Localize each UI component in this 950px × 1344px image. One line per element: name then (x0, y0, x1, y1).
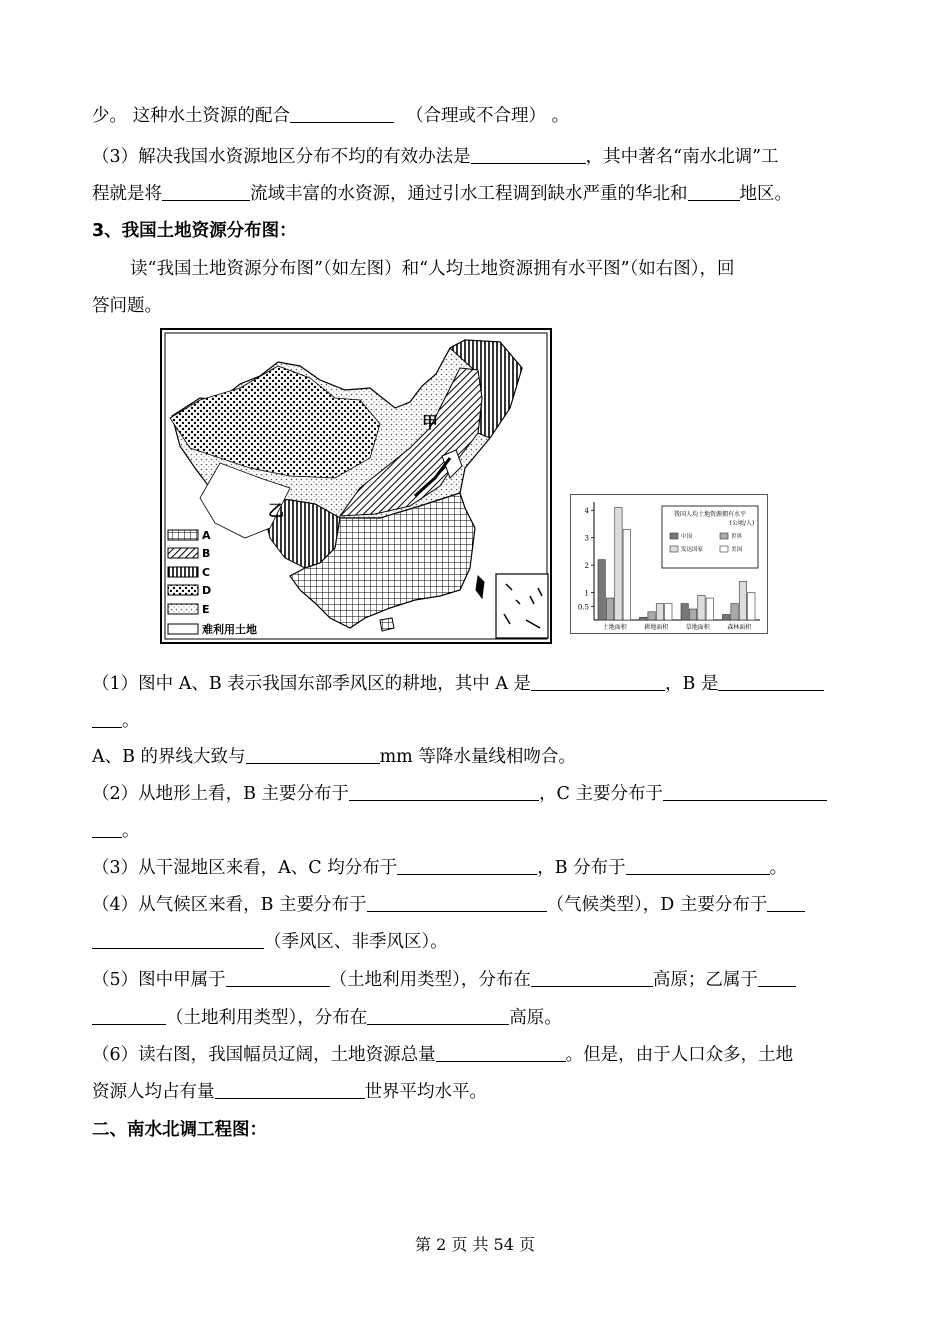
answer-blank[interactable] (92, 709, 122, 728)
question-5-line-b: （土地利用类型），分布在 高原。 (92, 1006, 562, 1030)
land-resource-map (160, 328, 552, 644)
chart-legend-label: 世界 (731, 534, 743, 540)
legend-swatch-e (168, 604, 198, 614)
answer-blank[interactable] (215, 1080, 365, 1099)
chart-title: 我国人均土地资源拥有水平 (673, 511, 747, 518)
chart-bar (731, 604, 738, 620)
text-line-1: 少。 这种水土资源的配合 （合理或不合理） 。 (92, 106, 570, 126)
legend-label: A (202, 529, 211, 542)
answer-blank[interactable] (663, 782, 827, 801)
question-4-line-b: （季风区、非季风区）。 (92, 930, 448, 954)
answer-blank[interactable] (92, 930, 264, 949)
answer-blank[interactable] (367, 1006, 509, 1025)
chart-bar (689, 609, 696, 620)
chart-bar (706, 598, 713, 620)
answer-blank[interactable] (162, 182, 250, 201)
intro-line-1: 读“我国土地资源分布图”（如左图）和“人均土地资源拥有水平图”（如右图），回 (130, 259, 735, 279)
chart-x-tick-label: 土地面积 (602, 624, 627, 631)
chart-legend-label: 美国 (731, 547, 743, 553)
question-1-line-a: （1）图中 A、B 表示我国东部季风区的耕地，其中 A 是 ，B 是 (92, 672, 824, 696)
chart-x-tick-label: 草地面积 (685, 624, 710, 631)
chart-x-tick-label: 耕地面积 (644, 624, 669, 631)
chart-bar (681, 604, 688, 620)
answer-blank[interactable] (626, 856, 770, 875)
map-label-jia: 甲 (422, 413, 439, 432)
intro-line-2: 答问题。 (92, 296, 162, 316)
text-line-2: （3）解决我国水资源地区分布不均的有效办法是 ，其中著名“南水北调”工 (92, 147, 779, 167)
answer-blank[interactable] (246, 745, 380, 764)
legend-label: E (202, 603, 210, 616)
answer-blank[interactable] (471, 145, 586, 164)
answer-blank[interactable] (92, 819, 122, 838)
legend-label: B (202, 547, 211, 560)
legend-swatch-b (168, 548, 198, 558)
answer-blank[interactable] (531, 968, 653, 987)
chart-bar (606, 598, 613, 620)
legend-swatch-unusable (168, 624, 198, 634)
chart-bar (698, 595, 705, 620)
chart-y-tick-label: 2 (584, 562, 589, 571)
chart-legend-swatch (670, 533, 678, 539)
per-capita-land-chart (570, 494, 768, 634)
chart-bar (615, 507, 622, 620)
chart-legend-swatch (670, 546, 678, 552)
answer-blank[interactable] (226, 968, 330, 987)
chart-y-tick-label: 0.5 (577, 603, 589, 612)
chart-legend-label: 中国 (681, 534, 693, 540)
chart-bar (723, 615, 730, 620)
question-6-line-b: 资源人均占有量 世界平均水平。 (92, 1082, 487, 1102)
legend-swatch-a (168, 530, 198, 540)
legend-label: C (202, 566, 211, 579)
answer-blank[interactable] (758, 968, 796, 987)
chart-legend-swatch (720, 533, 728, 539)
answer-blank[interactable] (92, 1006, 166, 1025)
map-label-yi: 乙 (268, 501, 285, 520)
question-1-line-b: 。 (92, 709, 140, 733)
chart-bar (640, 617, 647, 620)
text-line-3: 程就是将 流域丰富的水资源，通过引水工程调到缺水严重的华北和 地区。 (92, 184, 792, 204)
answer-blank[interactable] (367, 893, 547, 912)
question-1-line-c: A、B 的界线大致与 mm 等降水量线相吻合。 (92, 747, 576, 767)
answer-blank[interactable] (349, 782, 539, 801)
legend-swatch-d (168, 585, 198, 595)
chart-bar (665, 604, 672, 620)
answer-blank[interactable] (531, 672, 665, 691)
legend-label: 难利用土地 (202, 623, 257, 636)
question-5-line-a: （5）图中甲属于 （土地利用类型），分布在 高原；乙属于 (92, 968, 796, 992)
answer-blank[interactable] (290, 104, 394, 123)
question-2-line-b: 。 (92, 819, 140, 843)
chart-bar (598, 560, 605, 620)
question-3-line: （3）从干湿地区来看，A、C 均分布于 ，B 分布于 。 (92, 858, 788, 878)
question-2-line-a: （2）从地形上看，B 主要分布于 ，C 主要分布于 (92, 782, 827, 806)
answer-blank[interactable] (718, 672, 824, 691)
chart-legend-swatch (720, 546, 728, 552)
chart-bar (748, 593, 755, 620)
answer-blank[interactable] (397, 856, 537, 875)
question-6-line-a: （6）读右图，我国幅员辽阔，土地资源总量 。但是，由于人口众多，土地 (92, 1045, 794, 1065)
chart-bar (648, 612, 655, 620)
section-heading-3: 3、我国土地资源分布图： (92, 221, 297, 241)
chart-bar (739, 582, 746, 620)
chart-bar (656, 604, 663, 620)
legend-swatch-c (168, 567, 198, 577)
south-china-sea-inset (496, 574, 548, 638)
chart-x-tick-label: 森林面积 (727, 624, 752, 631)
question-4-line-a: （4）从气候区来看，B 主要分布于 （气候类型），D 主要分布于 (92, 893, 805, 917)
chart-y-tick-label: 3 (584, 534, 589, 543)
chart-y-tick-label: 1 (584, 589, 589, 598)
answer-blank[interactable] (688, 182, 740, 201)
chart-legend-label: 发达国家 (681, 547, 704, 553)
section-heading-south-north: 二、南水北调工程图： (92, 1120, 267, 1140)
answer-blank[interactable] (436, 1043, 566, 1062)
answer-blank[interactable] (767, 893, 805, 912)
chart-y-tick-label: 4 (584, 507, 589, 516)
page-footer: 第 2 页 共 54 页 (415, 1235, 535, 1254)
chart-unit: (公顷/人) (729, 520, 755, 527)
legend-label: D (202, 584, 212, 597)
chart-bar (623, 529, 630, 620)
